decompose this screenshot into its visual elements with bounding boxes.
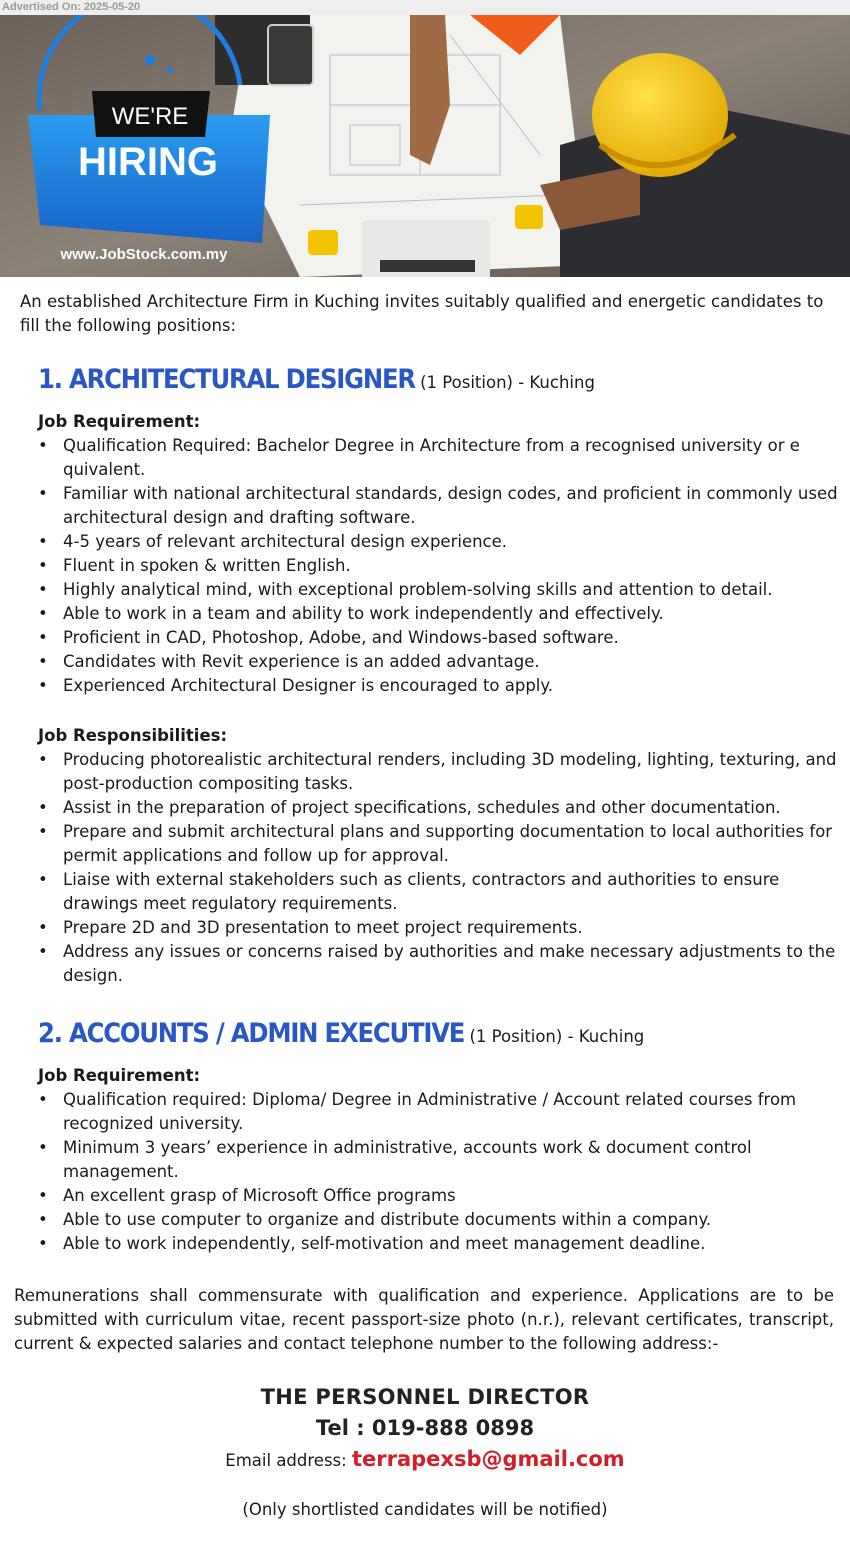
job-title: 2. ACCOUNTS / ADMIN EXECUTIVE — [38, 1018, 465, 1049]
contact-tel[interactable]: Tel : 019-888 0898 — [315, 1416, 535, 1440]
job-accounts-admin-executive — [38, 1018, 838, 1256]
hiring-banner — [0, 15, 850, 277]
list-item: • Minimum 3 years’ experience in administrative, accounts work & document control management. — [38, 1136, 838, 1184]
list-item: • Prepare 2D and 3D presentation to meet project requirements. — [38, 916, 838, 940]
intro-text: An established Architecture Firm in Kuching invites suitably qualified and energetic candidates to fill the following positions: — [20, 292, 824, 335]
email-line — [0, 1444, 850, 1476]
requirement-heading: Job Requirement: — [38, 412, 201, 431]
job-architectural-designer — [38, 364, 838, 988]
list-item: • Familiar with national architectural standards, design codes, and proficient in commonly used architectural design and drafting software. — [38, 482, 838, 530]
contact-director: THE PERSONNEL DIRECTOR — [260, 1385, 590, 1409]
job-ad-body — [0, 290, 850, 1522]
list-item: • Candidates with Revit experience is an added advantage. — [38, 650, 838, 674]
requirement-heading: Job Requirement: — [38, 1066, 201, 1085]
list-item: • Able to use computer to organize and distribute documents within a company. — [38, 1208, 838, 1232]
banner-photo — [0, 15, 850, 277]
list-item: • Experienced Architectural Designer is encouraged to apply. — [38, 674, 838, 698]
job-title: 1. ARCHITECTURAL DESIGNER — [38, 364, 415, 395]
ad-date-bar — [0, 0, 850, 15]
list-item: • Assist in the preparation of project specifications, schedules and other documentation. — [38, 796, 838, 820]
job-heading — [38, 364, 838, 408]
badge-main-text: HIRING — [78, 140, 218, 184]
responsibility-list — [38, 748, 838, 988]
email-label: Email address: — [225, 1451, 352, 1470]
requirement-list — [38, 1088, 838, 1256]
requirement-list — [38, 434, 838, 698]
list-item: • Fluent in spoken & written English. — [38, 554, 838, 578]
list-item: • Prepare and submit architectural plans and supporting documentation to local authorities for permit applications and follow up for approval. — [38, 820, 838, 868]
ad-date: Advertised On: 2025-05-20 — [2, 1, 141, 13]
list-item: • Proficient in CAD, Photoshop, Adobe, and Windows-based software. — [38, 626, 838, 650]
list-item: • Address any issues or concerns raised by authorities and make necessary adjustments to the design. — [38, 940, 838, 988]
remuneration-text: Remunerations shall commensurate with qualification and experience. Applications are to be submitted with curriculum vitae, recent passport-size photo (n.r.), relevant certificates, transcript, current & expected salaries and contact telephone number to the following address:- — [14, 1286, 834, 1353]
job-heading — [38, 1018, 838, 1062]
banner-website[interactable]: www.JobStock.com.my — [60, 246, 228, 263]
list-item: • Qualification required: Diploma/ Degree in Administrative / Account related courses from recognized university. — [38, 1088, 838, 1136]
list-item: • Highly analytical mind, with exceptional problem-solving skills and attention to detail. — [38, 578, 838, 602]
job-meta: (1 Position) - Kuching — [420, 373, 595, 392]
list-item: • Qualification Required: Bachelor Degree in Architecture from a recognised university or e quivalent. — [38, 434, 838, 482]
contact-block — [0, 1382, 850, 1522]
shortlist-notice: (Only shortlisted candidates will be notified) — [242, 1500, 608, 1519]
job-meta: (1 Position) - Kuching — [469, 1027, 645, 1046]
list-item: • Liaise with external stakeholders such as clients, contractors and authorities to ensure drawings meet regulatory requirements. — [38, 868, 838, 916]
badge-top-text: WE'RE — [111, 103, 189, 130]
responsibility-heading: Job Responsibilities: — [38, 726, 228, 745]
email-link[interactable]: terrapexsb@gmail.com — [351, 1447, 625, 1471]
list-item: • 4-5 years of relevant architectural design experience. — [38, 530, 838, 554]
list-item: • Able to work independently, self-motivation and meet management deadline. — [38, 1232, 838, 1256]
list-item: • Producing photorealistic architectural renders, including 3D modeling, lighting, texturing, and post-production compositing tasks. — [38, 748, 838, 796]
list-item: • Able to work in a team and ability to work independently and effectively. — [38, 602, 838, 626]
list-item: • An excellent grasp of Microsoft Office programs — [38, 1184, 838, 1208]
